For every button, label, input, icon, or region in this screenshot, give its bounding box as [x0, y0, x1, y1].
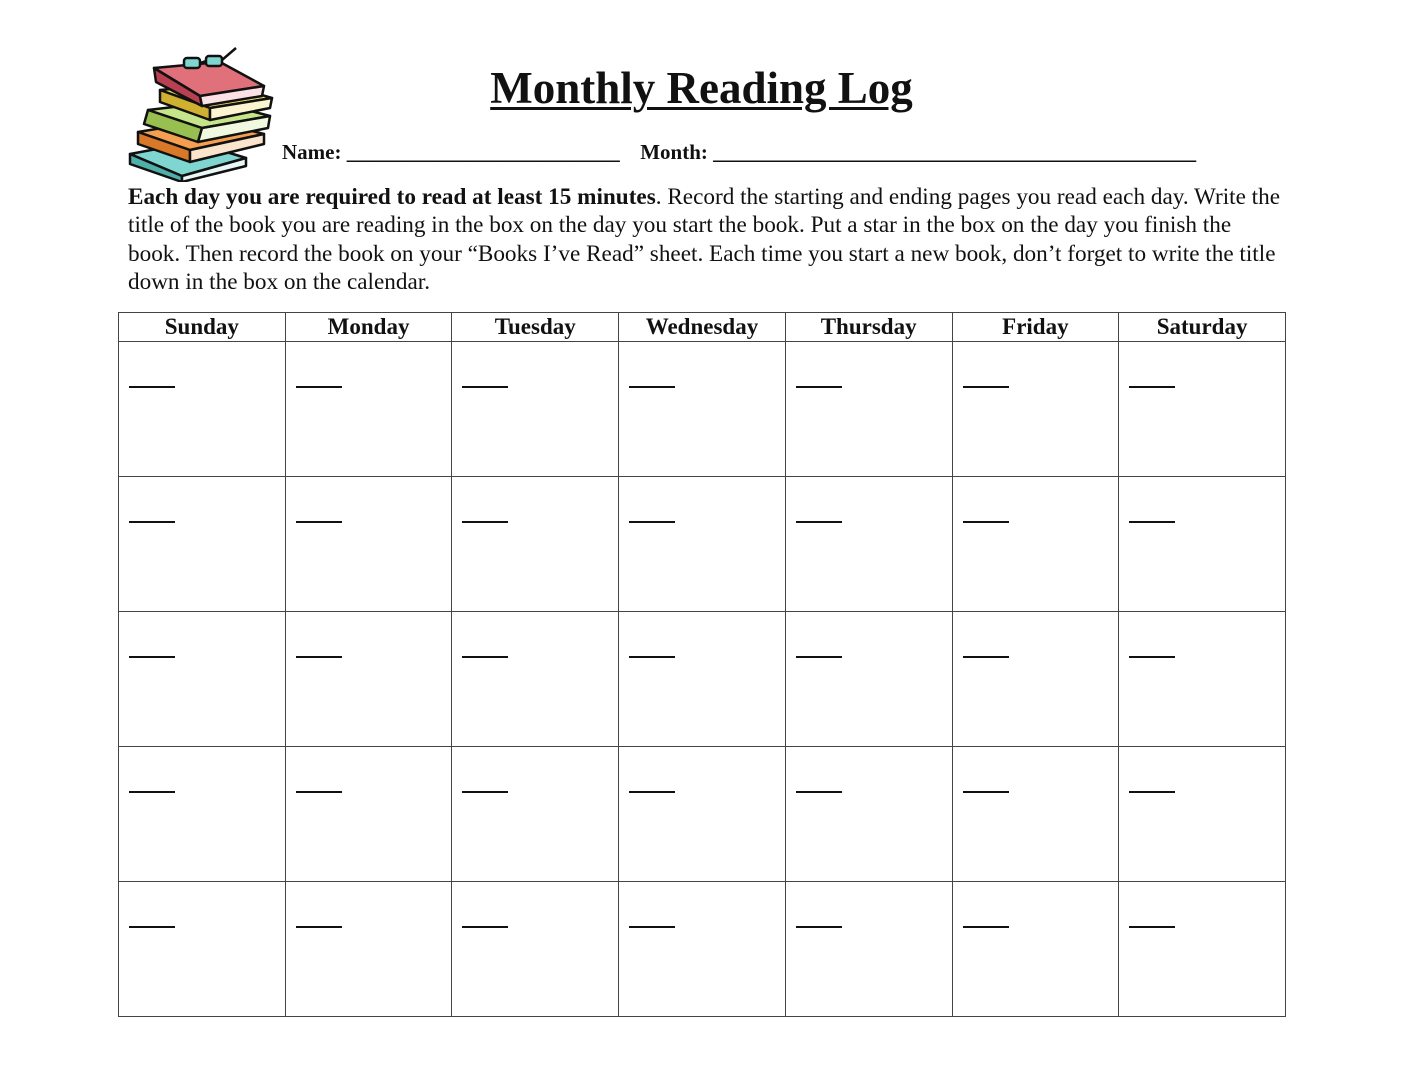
instructions [128, 183, 1288, 296]
day-cell-thursday[interactable] [785, 477, 952, 612]
date-blank-line [296, 386, 342, 388]
date-blank-line [462, 926, 508, 928]
day-cell-thursday[interactable] [785, 747, 952, 882]
day-cell-tuesday[interactable] [452, 477, 619, 612]
day-cell-friday[interactable] [952, 882, 1119, 1017]
date-blank-line [129, 656, 175, 658]
date-blank-line [1129, 791, 1175, 793]
date-blank-line [796, 386, 842, 388]
instructions-bold: Each day you are required to read at least 15 minutes [128, 184, 656, 210]
date-blank-line [1129, 521, 1175, 523]
date-blank-line [296, 656, 342, 658]
day-header-saturday: Saturday [1119, 313, 1286, 342]
name-field[interactable]: __________________________ [346, 140, 620, 164]
day-cell-wednesday[interactable] [619, 477, 786, 612]
day-cell-friday[interactable] [952, 747, 1119, 882]
date-blank-line [796, 926, 842, 928]
day-cell-monday[interactable] [285, 882, 452, 1017]
date-blank-line [129, 386, 175, 388]
date-blank-line [129, 791, 175, 793]
day-cell-saturday[interactable] [1119, 882, 1286, 1017]
day-header-monday: Monday [285, 313, 452, 342]
date-blank-line [462, 791, 508, 793]
day-header-sunday: Sunday [119, 313, 286, 342]
date-blank-line [296, 791, 342, 793]
date-blank-line [129, 926, 175, 928]
day-cell-saturday[interactable] [1119, 477, 1286, 612]
instructions-rest: . Record the starting and ending pages you read each day. Write the title of the book you are reading in the box on the day you start the book. Put a star in the box on the day you finish the book. Then record the book on your “Books I’ve Read” sheet. Each time you start a new book, don’t forget to write the title down in the box on the calendar. [128, 184, 1280, 295]
date-blank-line [296, 521, 342, 523]
day-cell-sunday[interactable] [119, 882, 286, 1017]
day-cell-sunday[interactable] [119, 477, 286, 612]
day-cell-sunday[interactable] [119, 342, 286, 477]
date-blank-line [1129, 926, 1175, 928]
day-header-wednesday: Wednesday [619, 313, 786, 342]
day-cell-monday[interactable] [285, 612, 452, 747]
date-blank-line [629, 656, 675, 658]
day-cell-thursday[interactable] [785, 612, 952, 747]
calendar-grid [118, 312, 1286, 1017]
date-blank-line [296, 926, 342, 928]
day-cell-tuesday[interactable] [452, 882, 619, 1017]
name-label: Name: [282, 140, 342, 164]
day-header-friday: Friday [952, 313, 1119, 342]
date-blank-line [963, 791, 1009, 793]
day-cell-monday[interactable] [285, 477, 452, 612]
day-cell-wednesday[interactable] [619, 747, 786, 882]
day-cell-friday[interactable] [952, 477, 1119, 612]
date-blank-line [1129, 656, 1175, 658]
date-blank-line [629, 521, 675, 523]
day-cell-thursday[interactable] [785, 882, 952, 1017]
date-blank-line [963, 656, 1009, 658]
day-cell-sunday[interactable] [119, 612, 286, 747]
date-blank-line [462, 656, 508, 658]
calendar-week-row [119, 882, 1286, 1017]
day-cell-thursday[interactable] [785, 342, 952, 477]
calendar-week-row [119, 342, 1286, 477]
date-blank-line [629, 386, 675, 388]
date-blank-line [963, 521, 1009, 523]
calendar-week-row [119, 477, 1286, 612]
date-blank-line [462, 386, 508, 388]
day-cell-monday[interactable] [285, 342, 452, 477]
day-cell-friday[interactable] [952, 612, 1119, 747]
date-blank-line [629, 791, 675, 793]
day-cell-wednesday[interactable] [619, 342, 786, 477]
day-cell-tuesday[interactable] [452, 747, 619, 882]
date-blank-line [963, 926, 1009, 928]
date-blank-line [462, 521, 508, 523]
day-cell-saturday[interactable] [1119, 612, 1286, 747]
day-header-thursday: Thursday [785, 313, 952, 342]
page-title: Monthly Reading Log [490, 63, 913, 113]
calendar-body [119, 342, 1286, 1017]
day-cell-saturday[interactable] [1119, 747, 1286, 882]
date-blank-line [1129, 386, 1175, 388]
month-label: Month: [640, 140, 708, 164]
day-cell-friday[interactable] [952, 342, 1119, 477]
day-cell-wednesday[interactable] [619, 882, 786, 1017]
date-blank-line [796, 791, 842, 793]
calendar-week-row [119, 747, 1286, 882]
day-cell-sunday[interactable] [119, 747, 286, 882]
date-blank-line [129, 521, 175, 523]
calendar-header-row [119, 313, 1286, 342]
name-month-row [282, 140, 1196, 165]
date-blank-line [963, 386, 1009, 388]
day-cell-wednesday[interactable] [619, 612, 786, 747]
day-cell-saturday[interactable] [1119, 342, 1286, 477]
month-field[interactable]: ______________________________________________ [713, 140, 1197, 164]
calendar-week-row [119, 612, 1286, 747]
date-blank-line [796, 656, 842, 658]
day-cell-monday[interactable] [285, 747, 452, 882]
date-blank-line [796, 521, 842, 523]
day-cell-tuesday[interactable] [452, 612, 619, 747]
day-header-tuesday: Tuesday [452, 313, 619, 342]
day-cell-tuesday[interactable] [452, 342, 619, 477]
date-blank-line [629, 926, 675, 928]
